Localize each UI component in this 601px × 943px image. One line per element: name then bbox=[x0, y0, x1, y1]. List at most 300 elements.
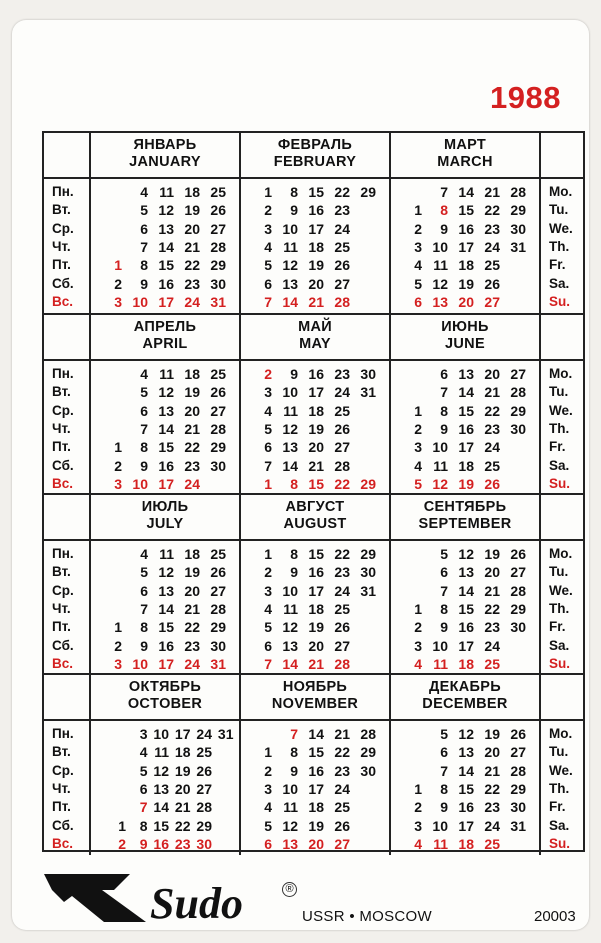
calendar-day: 6 bbox=[264, 835, 272, 852]
calendar-day: 27 bbox=[510, 564, 526, 581]
calendar-day: 23 bbox=[184, 457, 200, 474]
calendar-day: 20 bbox=[484, 744, 500, 761]
calendar-day: 11 bbox=[159, 184, 174, 200]
month-title bbox=[240, 499, 390, 533]
calendar-day: 16 bbox=[158, 637, 174, 654]
weekday-label-ru: Пн. bbox=[52, 726, 74, 741]
calendar-day: 20 bbox=[458, 293, 474, 310]
calendar-day: 21 bbox=[308, 655, 324, 672]
calendar-day: 4 bbox=[264, 799, 272, 816]
weekday-label-en: Su. bbox=[549, 655, 571, 671]
calendar-day: 19 bbox=[308, 619, 324, 636]
calendar-day: 5 bbox=[264, 619, 272, 636]
calendar-day: 23 bbox=[334, 202, 350, 219]
calendar-day: 3 bbox=[114, 475, 122, 492]
month-name-ru: АВГУСТ bbox=[285, 499, 345, 515]
calendar-day: 17 bbox=[158, 655, 174, 672]
calendar-day: 25 bbox=[210, 366, 226, 382]
calendar-day: 23 bbox=[334, 564, 350, 581]
calendar-day: 19 bbox=[308, 257, 324, 274]
calendar-day: 4 bbox=[139, 744, 148, 761]
weekday-label-en: Fr. bbox=[549, 619, 566, 635]
calendar-day: 30 bbox=[210, 275, 226, 292]
calendar-day: 20 bbox=[484, 366, 500, 382]
calendar-day: 30 bbox=[510, 799, 526, 816]
weekday-label-en: Mo. bbox=[549, 546, 573, 561]
calendar-day: 20 bbox=[484, 564, 500, 581]
weekday-label-en: Mo. bbox=[549, 726, 573, 741]
calendar-day: 13 bbox=[158, 402, 174, 419]
calendar-day: 3 bbox=[414, 637, 422, 654]
calendar-day: 5 bbox=[414, 275, 422, 292]
weekday-label-ru: Пн. bbox=[52, 184, 74, 199]
calendar-day: 19 bbox=[174, 762, 191, 779]
calendar-day: 6 bbox=[264, 637, 272, 654]
calendar-day: 17 bbox=[308, 582, 324, 599]
quarter-band bbox=[44, 313, 583, 495]
calendar-day: 1 bbox=[114, 439, 122, 456]
calendar-day: 20 bbox=[174, 780, 191, 797]
month-name-en: MARCH bbox=[437, 154, 493, 170]
calendar-day: 6 bbox=[440, 564, 448, 581]
calendar-day: 11 bbox=[283, 238, 298, 255]
weekday-label-ru: Вс. bbox=[52, 655, 74, 671]
calendar-day: 13 bbox=[282, 439, 298, 456]
calendar-day: 29 bbox=[510, 402, 526, 419]
calendar-day: 12 bbox=[432, 475, 448, 492]
calendar-day: 8 bbox=[140, 619, 148, 636]
calendar-day: 1 bbox=[264, 744, 272, 761]
calendar-day: 7 bbox=[264, 655, 272, 672]
calendar-day: 21 bbox=[174, 799, 191, 816]
calendar-day: 9 bbox=[140, 637, 148, 654]
calendar-day: 10 bbox=[432, 238, 448, 255]
calendar-day: 14 bbox=[158, 600, 174, 617]
month-name-en: OCTOBER bbox=[127, 696, 203, 712]
calendar-day: 22 bbox=[184, 257, 200, 274]
calendar-day: 13 bbox=[458, 744, 474, 761]
weekday-label-ru: Пн. bbox=[52, 546, 74, 561]
calendar-day: 26 bbox=[484, 275, 500, 292]
calendar-day: 8 bbox=[290, 184, 298, 200]
calendar-day: 4 bbox=[264, 600, 272, 617]
calendar-day: 22 bbox=[484, 780, 500, 797]
calendar-day: 11 bbox=[283, 402, 298, 419]
calendar-day: 10 bbox=[432, 637, 448, 654]
weekday-label-ru: Чт. bbox=[52, 420, 71, 436]
calendar-day: 28 bbox=[510, 384, 526, 401]
weekday-label-en: Tu. bbox=[549, 564, 569, 580]
calendar-day: 12 bbox=[153, 762, 169, 779]
calendar-day: 14 bbox=[153, 799, 169, 816]
calendar-day: 17 bbox=[308, 780, 324, 797]
calendar-day: 29 bbox=[360, 475, 376, 492]
calendar-day: 28 bbox=[334, 293, 350, 310]
calendar-day: 31 bbox=[510, 238, 526, 255]
calendar-day: 30 bbox=[510, 619, 526, 636]
calendar-day: 3 bbox=[264, 582, 272, 599]
calendar-day: 24 bbox=[196, 726, 212, 742]
calendar-day: 7 bbox=[139, 799, 148, 816]
calendar-day: 17 bbox=[158, 475, 174, 492]
month-name-ru: МАРТ bbox=[443, 137, 487, 153]
calendar-day: 7 bbox=[264, 293, 272, 310]
calendar-day: 23 bbox=[484, 619, 500, 636]
calendar-day: 4 bbox=[140, 366, 148, 382]
weekday-label-ru: Вт. bbox=[52, 202, 71, 218]
calendar-day: 8 bbox=[290, 546, 298, 562]
calendar-day: 27 bbox=[510, 744, 526, 761]
month-name-ru: НОЯБРЬ bbox=[282, 679, 348, 695]
calendar-day: 23 bbox=[184, 275, 200, 292]
calendar-day: 3 bbox=[264, 780, 272, 797]
calendar-day: 15 bbox=[458, 202, 474, 219]
calendar-day: 15 bbox=[158, 439, 174, 456]
calendar-day: 28 bbox=[510, 762, 526, 779]
calendar-day: 14 bbox=[458, 762, 474, 779]
calendar-day: 16 bbox=[308, 762, 324, 779]
weekday-label-ru: Пн. bbox=[52, 366, 74, 381]
quarter-band bbox=[44, 133, 583, 313]
calendar-day: 27 bbox=[334, 439, 350, 456]
calendar-day: 31 bbox=[360, 384, 376, 401]
month-name-ru: СЕНТЯБРЬ bbox=[423, 499, 507, 515]
month-title bbox=[90, 319, 240, 353]
weekday-label-ru: Пт. bbox=[52, 799, 71, 815]
calendar-day: 2 bbox=[114, 637, 122, 654]
calendar-day: 2 bbox=[264, 366, 272, 382]
calendar-day: 30 bbox=[360, 564, 376, 581]
calendar-day: 9 bbox=[440, 799, 448, 816]
calendar-day: 16 bbox=[458, 619, 474, 636]
calendar-day: 5 bbox=[414, 475, 422, 492]
quarter-band bbox=[44, 673, 583, 855]
calendar-day: 6 bbox=[140, 402, 148, 419]
calendar-day: 21 bbox=[308, 457, 324, 474]
calendar-day: 1 bbox=[414, 202, 422, 219]
calendar-day: 17 bbox=[308, 220, 324, 237]
calendar-day: 21 bbox=[334, 726, 350, 742]
weekday-label-ru: Пт. bbox=[52, 257, 71, 273]
calendar-day: 4 bbox=[264, 238, 272, 255]
calendar-day: 1 bbox=[114, 619, 122, 636]
calendar-day: 17 bbox=[458, 637, 474, 654]
calendar-day: 2 bbox=[414, 420, 422, 437]
calendar-day: 14 bbox=[282, 655, 298, 672]
calendar-day: 19 bbox=[458, 475, 474, 492]
calendar-day: 8 bbox=[440, 600, 448, 617]
calendar-day: 17 bbox=[458, 238, 474, 255]
month-name-ru: МАЙ bbox=[298, 319, 332, 335]
calendar-day: 29 bbox=[210, 439, 226, 456]
calendar-day: 6 bbox=[440, 744, 448, 761]
calendar-day: 8 bbox=[440, 780, 448, 797]
calendar-day: 13 bbox=[458, 366, 474, 382]
weekday-label-en: We. bbox=[549, 220, 573, 236]
month-title bbox=[390, 499, 540, 533]
calendar-day: 2 bbox=[264, 202, 272, 219]
weekday-label-ru: Ср. bbox=[52, 220, 74, 236]
calendar-day: 20 bbox=[308, 439, 324, 456]
calendar-day: 13 bbox=[282, 637, 298, 654]
calendar-day: 13 bbox=[158, 582, 174, 599]
month-name-ru: ИЮНЬ bbox=[441, 319, 489, 335]
calendar-day: 26 bbox=[210, 202, 226, 219]
calendar-day: 18 bbox=[308, 402, 324, 419]
calendar-day: 27 bbox=[210, 582, 226, 599]
calendar-day: 22 bbox=[334, 184, 350, 200]
calendar-day: 12 bbox=[458, 726, 474, 742]
calendar-day: 18 bbox=[458, 457, 474, 474]
month-name-en: APRIL bbox=[142, 336, 188, 352]
calendar-day: 31 bbox=[360, 582, 376, 599]
weekday-label-ru: Пт. bbox=[52, 439, 71, 455]
calendar-day: 11 bbox=[433, 655, 448, 672]
calendar-day: 11 bbox=[283, 799, 298, 816]
calendar-day: 2 bbox=[118, 835, 126, 852]
calendar-day: 14 bbox=[158, 238, 174, 255]
calendar-day: 7 bbox=[440, 384, 448, 401]
calendar-day: 8 bbox=[139, 817, 148, 834]
calendar-day: 1 bbox=[264, 546, 272, 562]
origin-text: USSR • MOSCOW bbox=[302, 908, 432, 925]
calendar-day: 18 bbox=[308, 600, 324, 617]
month-name-en: SEPTEMBER bbox=[418, 516, 512, 532]
calendar-day: 9 bbox=[140, 457, 148, 474]
calendar-day: 21 bbox=[484, 762, 500, 779]
calendar-day: 30 bbox=[210, 637, 226, 654]
month-name-ru: ИЮЛЬ bbox=[141, 499, 189, 515]
calendar-day: 23 bbox=[484, 799, 500, 816]
weekday-label-ru: Вс. bbox=[52, 293, 74, 309]
calendar-day: 15 bbox=[308, 184, 324, 200]
weekday-label-en: Th. bbox=[549, 780, 570, 796]
calendar-day: 28 bbox=[210, 600, 226, 617]
calendar-day: 15 bbox=[458, 600, 474, 617]
calendar-day: 8 bbox=[140, 439, 148, 456]
calendar-day: 12 bbox=[282, 619, 298, 636]
calendar-day: 10 bbox=[432, 439, 448, 456]
weekday-label-ru: Чт. bbox=[52, 238, 71, 254]
calendar-day: 22 bbox=[484, 600, 500, 617]
brand-name: Sudo bbox=[150, 879, 243, 926]
calendar-day: 21 bbox=[184, 600, 200, 617]
calendar-day: 1 bbox=[414, 600, 422, 617]
weekday-label-ru: Сб. bbox=[52, 637, 74, 653]
calendar-day: 24 bbox=[184, 655, 200, 672]
calendar-day: 26 bbox=[510, 726, 526, 742]
calendar-day: 9 bbox=[290, 564, 298, 581]
calendar-day: 10 bbox=[132, 293, 148, 310]
calendar-day: 9 bbox=[140, 275, 148, 292]
calendar-day: 28 bbox=[510, 582, 526, 599]
month-name-en: JUNE bbox=[445, 336, 485, 352]
month-name-en: JULY bbox=[146, 516, 184, 532]
calendar-day: 24 bbox=[484, 238, 500, 255]
calendar-day: 31 bbox=[510, 817, 526, 834]
calendar-day: 25 bbox=[484, 457, 500, 474]
calendar-day: 12 bbox=[158, 564, 174, 581]
month-name-en: AUGUST bbox=[283, 516, 347, 532]
sudo-logo bbox=[42, 868, 292, 926]
calendar-day: 9 bbox=[440, 619, 448, 636]
calendar-day: 9 bbox=[139, 835, 148, 852]
calendar-day: 1 bbox=[264, 184, 272, 200]
weekday-label-ru: Чт. bbox=[52, 780, 71, 796]
calendar-day: 16 bbox=[158, 275, 174, 292]
calendar-day: 11 bbox=[154, 744, 169, 761]
calendar-day: 9 bbox=[290, 202, 298, 219]
calendar-day: 10 bbox=[282, 384, 298, 401]
calendar-day: 29 bbox=[196, 817, 212, 834]
calendar-day: 26 bbox=[334, 817, 350, 834]
calendar-day: 3 bbox=[139, 726, 148, 742]
calendar-day: 31 bbox=[210, 293, 226, 310]
calendar-day: 7 bbox=[264, 457, 272, 474]
calendar-day: 16 bbox=[458, 799, 474, 816]
calendar-day: 7 bbox=[140, 600, 148, 617]
calendar-day: 2 bbox=[264, 564, 272, 581]
calendar-day: 3 bbox=[414, 238, 422, 255]
calendar-day: 23 bbox=[334, 366, 350, 382]
calendar-day: 27 bbox=[334, 835, 350, 852]
calendar-day: 5 bbox=[264, 257, 272, 274]
calendar-day: 30 bbox=[210, 457, 226, 474]
calendar-day: 28 bbox=[360, 726, 376, 742]
calendar-day: 8 bbox=[140, 257, 148, 274]
calendar-day: 22 bbox=[484, 202, 500, 219]
calendar-day: 28 bbox=[334, 655, 350, 672]
weekday-label-en: Fr. bbox=[549, 257, 566, 273]
month-name-ru: ОКТЯБРЬ bbox=[128, 679, 202, 695]
calendar-day: 30 bbox=[360, 762, 376, 779]
calendar-day: 1 bbox=[114, 257, 122, 274]
year-title: 1988 bbox=[490, 80, 561, 115]
calendar-day: 27 bbox=[334, 637, 350, 654]
calendar-day: 24 bbox=[484, 439, 500, 456]
calendar-day: 27 bbox=[210, 220, 226, 237]
calendar-day: 19 bbox=[484, 546, 500, 562]
weekday-label-ru: Чт. bbox=[52, 600, 71, 616]
calendar-day: 17 bbox=[308, 384, 324, 401]
calendar-day: 31 bbox=[217, 726, 234, 742]
calendar-day: 26 bbox=[196, 762, 212, 779]
calendar-day: 9 bbox=[290, 366, 298, 382]
calendar-day: 23 bbox=[174, 835, 191, 852]
calendar-day: 24 bbox=[334, 384, 350, 401]
weekday-label-ru: Вт. bbox=[52, 384, 71, 400]
calendar-day: 14 bbox=[158, 420, 174, 437]
calendar-day: 3 bbox=[414, 439, 422, 456]
calendar-day: 11 bbox=[433, 835, 448, 852]
calendar-day: 7 bbox=[440, 184, 448, 200]
calendar-day: 16 bbox=[153, 835, 169, 852]
calendar-day: 8 bbox=[440, 202, 448, 219]
calendar-day: 27 bbox=[210, 402, 226, 419]
month-name-ru: ЯНВАРЬ bbox=[133, 137, 197, 153]
calendar-day: 13 bbox=[432, 293, 448, 310]
weekday-label-en: Sa. bbox=[549, 275, 570, 291]
calendar-day: 11 bbox=[433, 457, 448, 474]
calendar-day: 18 bbox=[458, 655, 474, 672]
calendar-day: 15 bbox=[153, 817, 169, 834]
calendar-day: 4 bbox=[414, 835, 422, 852]
calendar-day: 2 bbox=[114, 275, 122, 292]
calendar-day: 22 bbox=[484, 402, 500, 419]
calendar-day: 3 bbox=[114, 293, 122, 310]
calendar-day: 24 bbox=[484, 637, 500, 654]
calendar-day: 29 bbox=[210, 619, 226, 636]
calendar-day: 18 bbox=[458, 257, 474, 274]
calendar-day: 25 bbox=[210, 184, 226, 200]
calendar-day: 25 bbox=[484, 257, 500, 274]
calendar-day: 28 bbox=[210, 420, 226, 437]
calendar-day: 12 bbox=[158, 202, 174, 219]
calendar-day: 10 bbox=[132, 655, 148, 672]
product-code: 20003 bbox=[534, 908, 576, 925]
month-name-en: FEBRUARY bbox=[273, 154, 357, 170]
weekday-label-en: Th. bbox=[549, 600, 570, 616]
month-name-en: MAY bbox=[299, 336, 331, 352]
calendar-day: 3 bbox=[114, 655, 122, 672]
calendar-day: 14 bbox=[308, 726, 324, 742]
calendar-day: 29 bbox=[360, 184, 376, 200]
calendar-day: 7 bbox=[290, 726, 298, 742]
calendar-day: 24 bbox=[334, 780, 350, 797]
calendar-day: 15 bbox=[308, 546, 324, 562]
calendar-day: 18 bbox=[184, 184, 200, 200]
calendar-day: 30 bbox=[196, 835, 212, 852]
calendar-day: 8 bbox=[440, 402, 448, 419]
weekday-label-ru: Пт. bbox=[52, 619, 71, 635]
weekday-label-en: We. bbox=[549, 582, 573, 598]
calendar-day: 6 bbox=[140, 220, 148, 237]
calendar-day: 4 bbox=[414, 457, 422, 474]
calendar-day: 16 bbox=[158, 457, 174, 474]
calendar-day: 15 bbox=[158, 257, 174, 274]
calendar-day: 12 bbox=[458, 546, 474, 562]
calendar-day: 13 bbox=[153, 780, 169, 797]
weekday-label-ru: Вт. bbox=[52, 744, 71, 760]
calendar-day: 25 bbox=[484, 655, 500, 672]
calendar-day: 11 bbox=[433, 257, 448, 274]
calendar-day: 22 bbox=[174, 817, 191, 834]
calendar-day: 4 bbox=[414, 655, 422, 672]
calendar-day: 15 bbox=[458, 402, 474, 419]
calendar-day: 18 bbox=[308, 799, 324, 816]
calendar-day: 7 bbox=[440, 582, 448, 599]
calendar-card bbox=[12, 20, 589, 930]
calendar-day: 16 bbox=[458, 420, 474, 437]
calendar-day: 28 bbox=[196, 799, 212, 816]
calendar-day: 19 bbox=[458, 275, 474, 292]
calendar-day: 6 bbox=[414, 293, 422, 310]
calendar-day: 5 bbox=[440, 546, 448, 562]
weekday-label-ru: Ср. bbox=[52, 582, 74, 598]
calendar-day: 5 bbox=[140, 564, 148, 581]
calendar-day: 25 bbox=[484, 835, 500, 852]
calendar-day: 27 bbox=[510, 366, 526, 382]
calendar-day: 17 bbox=[458, 817, 474, 834]
calendar-day: 21 bbox=[184, 238, 200, 255]
calendar-day: 19 bbox=[484, 726, 500, 742]
weekday-label-ru: Вт. bbox=[52, 564, 71, 580]
weekday-label-en: Mo. bbox=[549, 184, 573, 199]
calendar-day: 21 bbox=[484, 184, 500, 200]
calendar-day: 28 bbox=[334, 457, 350, 474]
calendar-day: 10 bbox=[432, 817, 448, 834]
month-title bbox=[390, 679, 540, 713]
